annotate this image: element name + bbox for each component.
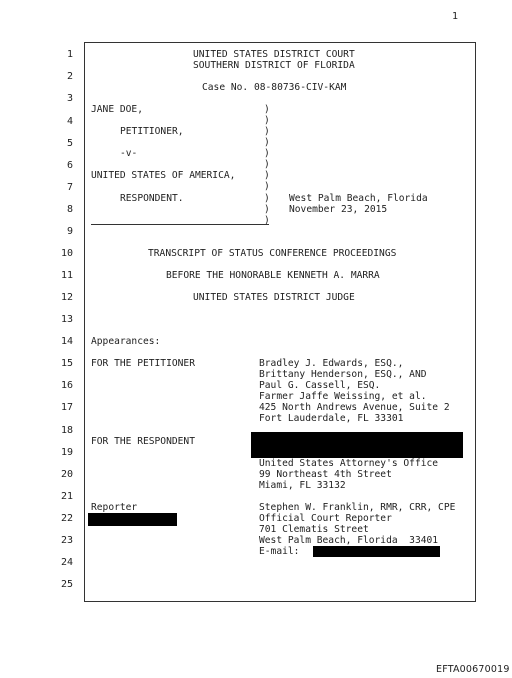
line-number: 5 xyxy=(66,138,73,149)
line-number: 25 xyxy=(60,579,73,590)
redaction-bar xyxy=(88,513,177,526)
reporter-line: West Palm Beach, Florida 33401 xyxy=(259,535,439,546)
redaction-bar xyxy=(313,546,440,557)
line-number: 11 xyxy=(60,270,73,281)
counsel-line: Miami, FL 33132 xyxy=(259,480,346,491)
reporter-line: Official Court Reporter xyxy=(259,513,392,524)
paren: ) xyxy=(264,137,270,148)
line-number: 17 xyxy=(60,402,73,413)
line-number: 3 xyxy=(66,93,73,104)
defendant-name: UNITED STATES OF AMERICA, xyxy=(91,170,236,181)
paren: ) xyxy=(264,215,270,226)
paren: ) xyxy=(264,170,270,181)
paren: ) xyxy=(264,148,270,159)
line-number: 2 xyxy=(66,71,73,82)
line-number: 6 xyxy=(66,160,73,171)
line-number: 14 xyxy=(60,336,73,347)
redaction-bar xyxy=(251,432,463,458)
court-name: UNITED STATES DISTRICT COURT xyxy=(193,49,355,60)
paren: ) xyxy=(264,126,270,137)
page-number: 1 xyxy=(452,11,459,22)
line-number: 10 xyxy=(60,248,73,259)
counsel-line: Bradley J. Edwards, ESQ., xyxy=(259,358,404,369)
line-number: 1 xyxy=(66,49,73,60)
proceeding-location: West Palm Beach, Florida xyxy=(289,193,428,204)
paren: ) xyxy=(264,181,270,192)
reporter-line: Stephen W. Franklin, RMR, CRR, CPE xyxy=(259,502,456,513)
email-label: E-mail: xyxy=(259,546,300,557)
document-id: EFTA00670019 xyxy=(436,664,510,675)
line-number: 21 xyxy=(60,491,73,502)
counsel-line: Brittany Henderson, ESQ., AND xyxy=(259,369,427,380)
respondent-label: FOR THE RESPONDENT xyxy=(91,436,195,447)
caption-underline xyxy=(91,224,269,225)
petitioner-label: FOR THE PETITIONER xyxy=(91,358,195,369)
counsel-line: Paul G. Cassell, ESQ. xyxy=(259,380,381,391)
proceeding-date: November 23, 2015 xyxy=(289,204,388,215)
line-number: 12 xyxy=(60,292,73,303)
paren: ) xyxy=(264,159,270,170)
line-number: 19 xyxy=(60,447,73,458)
line-number: 18 xyxy=(60,425,73,436)
judge-title: UNITED STATES DISTRICT JUDGE xyxy=(193,292,355,303)
line-number: 9 xyxy=(66,226,73,237)
counsel-line: 425 North Andrews Avenue, Suite 2 xyxy=(259,402,450,413)
line-number: 22 xyxy=(60,513,73,524)
line-number: 7 xyxy=(66,182,73,193)
transcript-title: TRANSCRIPT OF STATUS CONFERENCE PROCEEDINGS xyxy=(148,248,397,259)
paren: ) xyxy=(264,204,270,215)
line-number: 24 xyxy=(60,557,73,568)
line-number: 13 xyxy=(60,314,73,325)
line-number: 23 xyxy=(60,535,73,546)
case-number: Case No. 08-80736-CIV-KAM xyxy=(202,82,347,93)
versus: -v- xyxy=(120,148,138,159)
plaintiff-role: PETITIONER, xyxy=(120,126,184,137)
line-number: 8 xyxy=(66,204,73,215)
paren: ) xyxy=(264,104,270,115)
line-number: 4 xyxy=(66,116,73,127)
court-district: SOUTHERN DISTRICT OF FLORIDA xyxy=(193,60,355,71)
counsel-line: Fort Lauderdale, FL 33301 xyxy=(259,413,404,424)
judge-line: BEFORE THE HONORABLE KENNETH A. MARRA xyxy=(166,270,380,281)
appearances-heading: Appearances: xyxy=(91,336,161,347)
counsel-line: Farmer Jaffe Weissing, et al. xyxy=(259,391,427,402)
counsel-line: United States Attorney's Office xyxy=(259,458,439,469)
line-number: 16 xyxy=(60,380,73,391)
defendant-role: RESPONDENT. xyxy=(120,193,184,204)
paren: ) xyxy=(264,193,270,204)
reporter-line: 701 Clematis Street xyxy=(259,524,369,535)
reporter-label: Reporter xyxy=(91,502,138,513)
plaintiff-name: JANE DOE, xyxy=(91,104,143,115)
line-number: 15 xyxy=(60,358,73,369)
counsel-line: 99 Northeast 4th Street xyxy=(259,469,392,480)
paren: ) xyxy=(264,115,270,126)
line-number: 20 xyxy=(60,469,73,480)
